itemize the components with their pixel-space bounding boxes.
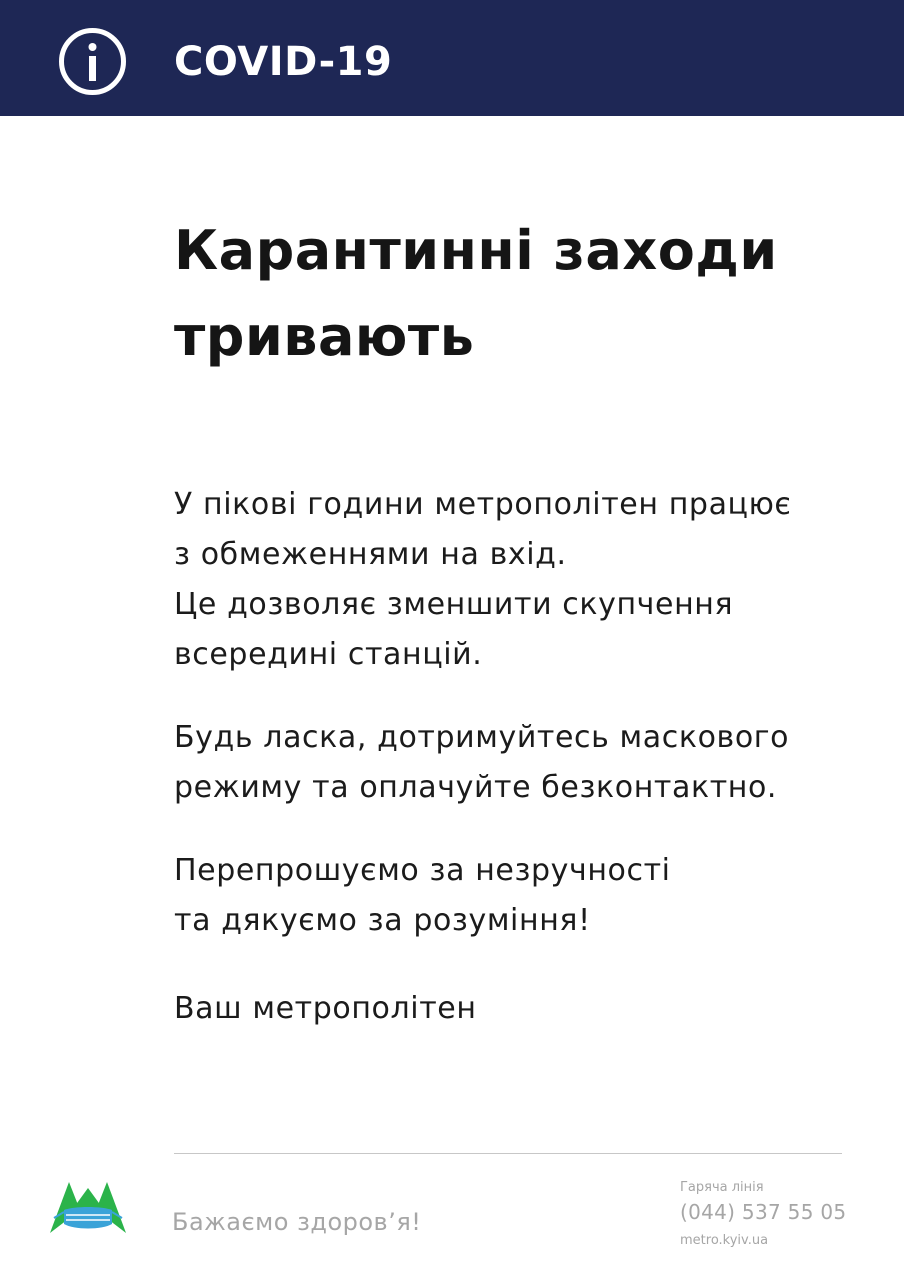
paragraph-mask-rules xyxy=(174,713,874,813)
text-line: всередині станцій. xyxy=(174,637,483,672)
paragraph-apology xyxy=(174,846,874,946)
metro-logo-with-mask-icon xyxy=(50,1180,126,1235)
headline xyxy=(174,208,864,380)
text-line: з обмеженнями на вхід. xyxy=(174,537,567,572)
headline-line: Карантинні заходи xyxy=(174,219,778,282)
paragraph-restrictions xyxy=(174,480,874,680)
header-bar xyxy=(0,0,904,116)
text-line: У пікові години метрополітен працює xyxy=(174,487,792,522)
footer-wish: Бажаємо здоров’я! xyxy=(172,1208,422,1236)
text-line: Це дозволяє зменшити скупчення xyxy=(174,587,734,622)
text-line: та дякуємо за розуміння! xyxy=(174,903,591,938)
text-line: режиму та оплачуйте безконтактно. xyxy=(174,770,778,805)
text-line: Перепрошуємо за незручності xyxy=(174,853,671,888)
website-link: metro.kyiv.ua xyxy=(680,1233,769,1248)
hotline-phone: (044) 537 55 05 xyxy=(680,1200,847,1224)
signature-text: Ваш метрополітен xyxy=(174,991,477,1026)
info-circle-icon xyxy=(58,27,127,96)
text-line: Будь ласка, дотримуйтесь маскового xyxy=(174,720,790,755)
hotline-label: Гаряча лінія xyxy=(680,1180,764,1195)
headline-line: тривають xyxy=(174,305,475,368)
header-title: COVID-19 xyxy=(174,39,393,85)
footer-divider xyxy=(174,1153,842,1154)
signature xyxy=(174,984,874,1034)
